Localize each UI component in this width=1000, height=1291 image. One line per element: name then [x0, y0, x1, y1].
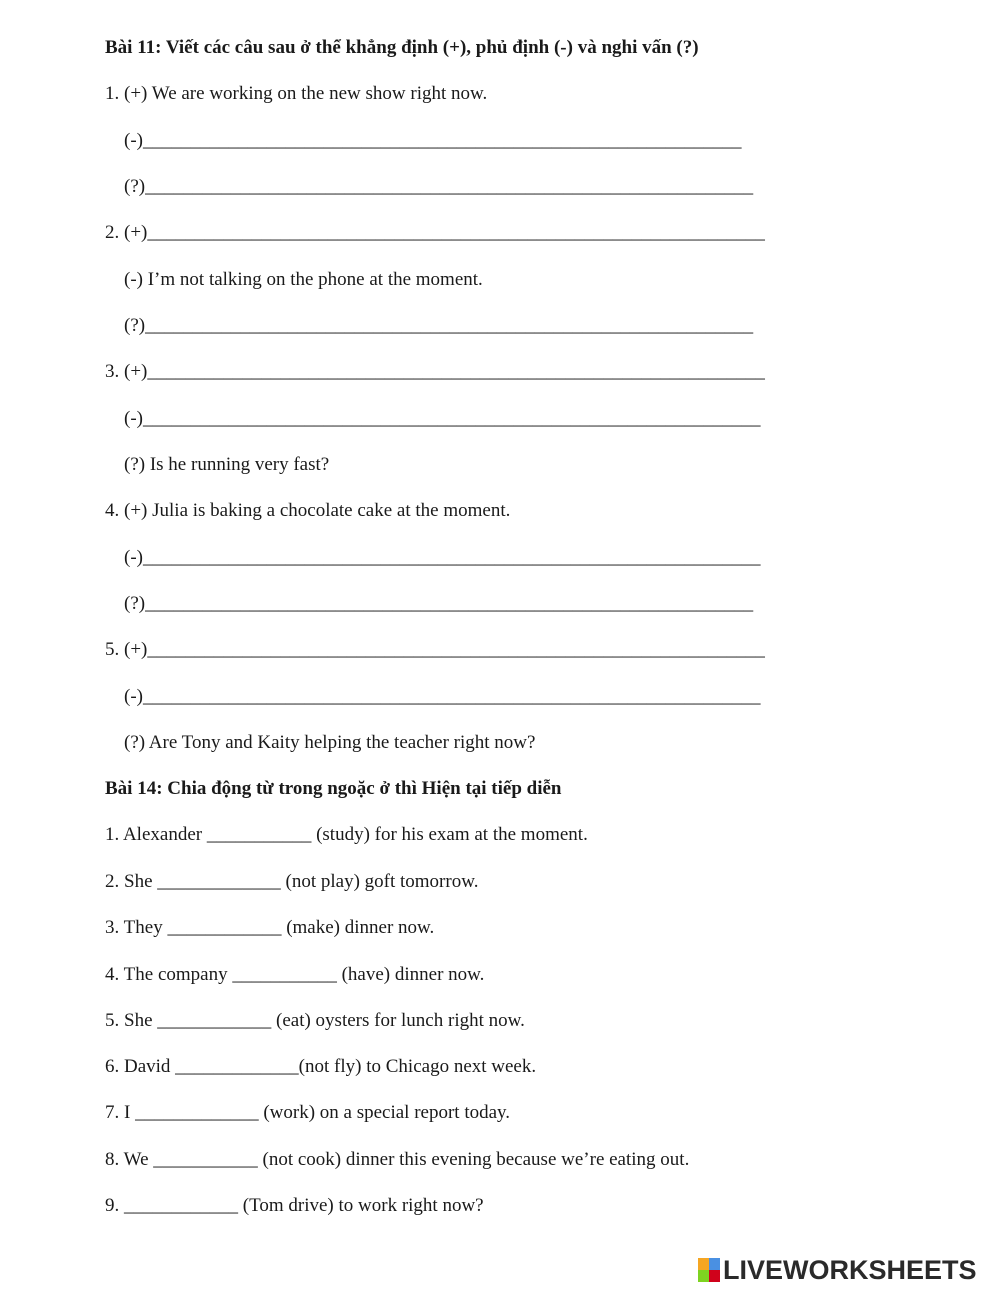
ex11-q3-negative: (-)_________________________________________________________________: [124, 408, 761, 429]
exercise-11-title: Bài 11: Viết các câu sau ở thể khẳng định (+), phủ định (-) và nghi vấn (?): [105, 37, 699, 58]
ex11-q1-negative: (-)_______________________________________________________________: [124, 130, 742, 151]
ex11-q2-positive: 2. (+)_________________________________________________________________: [105, 222, 765, 243]
liveworksheets-logo: [698, 1256, 977, 1284]
ex14-item-3: 3. They ____________ (make) dinner now.: [105, 917, 435, 938]
ex11-q1-question: (?)________________________________________________________________: [124, 176, 754, 197]
ex11-q4-question: (?)________________________________________________________________: [124, 593, 754, 614]
ex11-q2-negative: (-) I’m not talking on the phone at the moment.: [124, 269, 483, 290]
ex11-q1-positive: 1. (+) We are working on the new show right now.: [105, 83, 488, 104]
ex11-q5-negative: (-)_________________________________________________________________: [124, 686, 761, 707]
ex11-q5-positive: 5. (+)_________________________________________________________________: [105, 639, 765, 660]
ex14-item-2: 2. She _____________ (not play) goft tomorrow.: [105, 871, 479, 892]
ex14-item-7: 7. I _____________ (work) on a special report today.: [105, 1102, 511, 1123]
ex14-item-4: 4. The company ___________ (have) dinner now.: [105, 964, 485, 985]
ex11-q4-negative: (-)_________________________________________________________________: [124, 547, 761, 568]
ex11-q3-positive: 3. (+)_________________________________________________________________: [105, 361, 765, 382]
ex14-item-8: 8. We ___________ (not cook) dinner this evening because we’re eating out.: [105, 1149, 690, 1170]
ex11-q4-positive: 4. (+) Julia is baking a chocolate cake at the moment.: [105, 500, 511, 521]
ex14-item-5: 5. She ____________ (eat) oysters for lunch right now.: [105, 1010, 525, 1031]
liveworksheets-logo-icon: [698, 1258, 720, 1282]
ex11-q5-question: (?) Are Tony and Kaity helping the teacher right now?: [124, 732, 536, 753]
ex14-item-6: 6. David _____________(not fly) to Chicago next week.: [105, 1056, 537, 1077]
ex14-item-9: 9. ____________ (Tom drive) to work right now?: [105, 1195, 484, 1216]
ex14-item-1: 1. Alexander ___________ (study) for his exam at the moment.: [105, 824, 588, 845]
ex11-q3-question: (?) Is he running very fast?: [124, 454, 330, 475]
ex11-q2-question: (?)________________________________________________________________: [124, 315, 754, 336]
liveworksheets-logo-text: LIVEWORKSHEETS: [723, 1254, 977, 1285]
exercise-14-title: Bài 14: Chia động từ trong ngoặc ở thì Hiện tại tiếp diễn: [105, 778, 562, 799]
